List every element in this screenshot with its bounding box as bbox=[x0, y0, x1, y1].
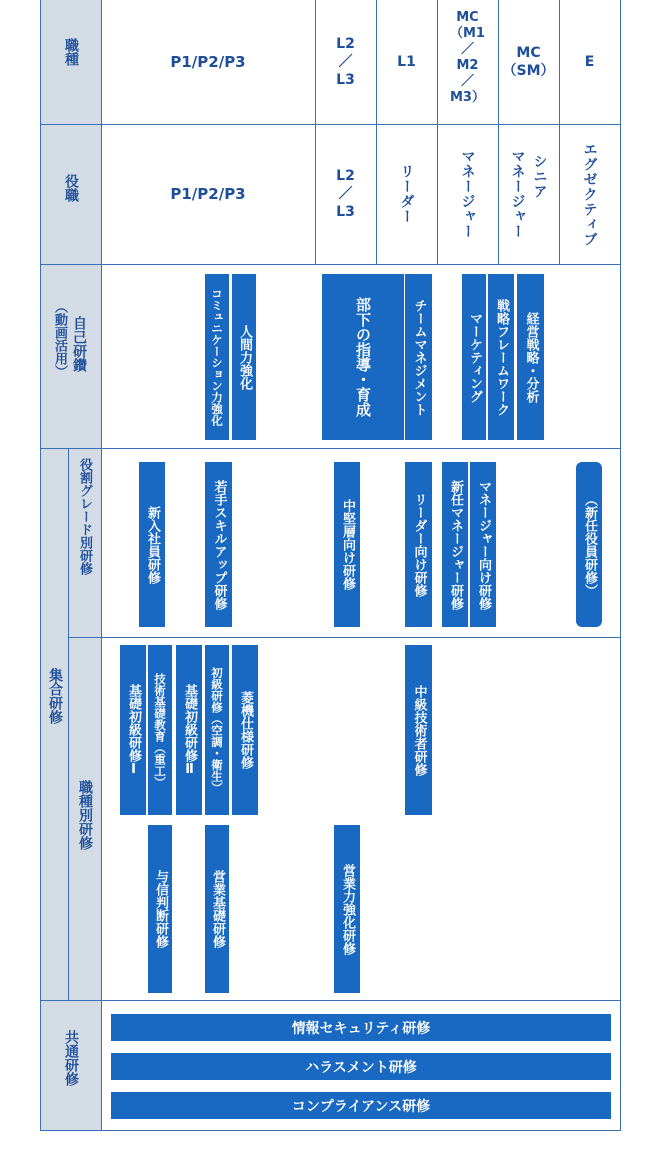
row-label-job-specific: 職種別研修 bbox=[77, 780, 93, 850]
grid-line bbox=[68, 637, 621, 638]
job-type-mc-line: （M1 bbox=[450, 26, 485, 41]
position-leader: リーダー bbox=[398, 164, 415, 224]
job-type-l23-slash: ／ bbox=[338, 54, 353, 70]
position-l23-slash: ／ bbox=[338, 186, 353, 202]
position-l23 bbox=[315, 124, 376, 264]
box-ryoki-spec: 菱機仕様研修 bbox=[232, 645, 258, 815]
box-mid-level: 中堅層向け研修 bbox=[334, 462, 360, 627]
bar-security: 情報セキュリティ研修 bbox=[111, 1014, 611, 1041]
box-subordinate: 部下の指導・育成 bbox=[322, 274, 404, 440]
row-label-position: 役職 bbox=[63, 174, 79, 202]
box-basic-1: 基礎初級研修Ⅰ bbox=[120, 645, 146, 815]
box-new-employee: 新入社員研修 bbox=[139, 462, 165, 627]
job-type-l23 bbox=[315, 0, 376, 124]
box-marketing: マーケティング bbox=[462, 274, 486, 440]
grid-line bbox=[40, 1130, 621, 1131]
row-label-job-type: 職種 bbox=[63, 38, 79, 66]
job-type-mc-line: ／ bbox=[460, 42, 474, 57]
box-new-manager: 新任マネージャー研修 bbox=[442, 462, 468, 627]
job-type-mc-sm-bottom: （SM） bbox=[502, 63, 555, 79]
job-type-e: E bbox=[584, 54, 595, 70]
bar-harassment: ハラスメント研修 bbox=[111, 1053, 611, 1080]
box-manager-training: マネージャー向け研修 bbox=[470, 462, 496, 627]
label-column-group-outer bbox=[40, 448, 68, 1000]
position-l23-top: L2 bbox=[336, 168, 355, 184]
grid-line bbox=[40, 448, 621, 449]
row-label-self-study: 自己研鑽 bbox=[71, 316, 87, 372]
job-type-mc-line: ／ bbox=[460, 74, 474, 89]
box-strategy-framework: 戦略フレームワーク bbox=[488, 274, 514, 440]
box-leader-training: リーダー向け研修 bbox=[405, 462, 432, 627]
grid-line bbox=[40, 1000, 621, 1001]
row-label-role-grade: 役割グレード別研修 bbox=[77, 458, 92, 575]
position-executive: エグゼクティブ bbox=[581, 141, 598, 247]
grid-line bbox=[620, 0, 621, 1130]
box-humanity: 人間力強化 bbox=[232, 274, 256, 440]
job-type-mc-line: MC bbox=[456, 10, 479, 25]
job-type-p123: P1/P2/P3 bbox=[170, 53, 246, 71]
position-l23-bottom: L3 bbox=[336, 204, 355, 220]
job-type-mc bbox=[437, 0, 498, 120]
box-basic-2: 基礎初級研修Ⅱ bbox=[176, 645, 202, 815]
box-team-management: チームマネジメント bbox=[405, 274, 432, 440]
box-new-executive: （新任役員研修） bbox=[576, 462, 602, 627]
job-type-l23-bottom: L3 bbox=[336, 72, 355, 88]
row-label-common: 共通研修 bbox=[63, 1030, 79, 1086]
row-label-self-study-sub: （動画活用） bbox=[52, 300, 67, 378]
row-label-group-training: 集合研修 bbox=[47, 668, 63, 724]
grid-line bbox=[68, 448, 69, 1000]
grid-line bbox=[40, 0, 41, 1130]
box-communication: コミュニケーション力強化 bbox=[205, 274, 229, 440]
position-senior-manager-line2: マネージャー bbox=[509, 149, 526, 239]
box-sales-power: 営業力強化研修 bbox=[334, 825, 360, 993]
box-credit-judgment: 与信判断研修 bbox=[148, 825, 172, 993]
position-manager: マネージャー bbox=[459, 149, 476, 239]
box-sales-basic: 営業基礎研修 bbox=[205, 825, 229, 993]
job-type-l1: L1 bbox=[397, 54, 416, 70]
job-type-mc-sm-top: MC bbox=[516, 45, 541, 61]
position-p123: P1/P2/P3 bbox=[170, 185, 246, 203]
label-column-top bbox=[40, 0, 101, 448]
job-type-mc-sm bbox=[498, 0, 559, 124]
box-entry-hvac: 初級研修（空調・衛生） bbox=[205, 645, 229, 815]
bar-compliance: コンプライアンス研修 bbox=[111, 1092, 611, 1119]
position-senior-manager bbox=[498, 124, 559, 264]
box-tech-basic: 技術基礎教育（重工） bbox=[148, 645, 172, 815]
box-young-skill: 若手スキルアップ研修 bbox=[205, 462, 232, 627]
box-mid-tech: 中級技術者研修 bbox=[405, 645, 432, 815]
job-type-mc-line: M3） bbox=[450, 90, 485, 105]
job-type-l23-top: L2 bbox=[336, 36, 355, 52]
box-management-strategy: 経営戦略・分析 bbox=[517, 274, 544, 440]
grid-line bbox=[40, 264, 621, 265]
job-type-mc-line: M2 bbox=[456, 58, 479, 73]
position-senior-manager-line1: シニア bbox=[531, 154, 548, 199]
